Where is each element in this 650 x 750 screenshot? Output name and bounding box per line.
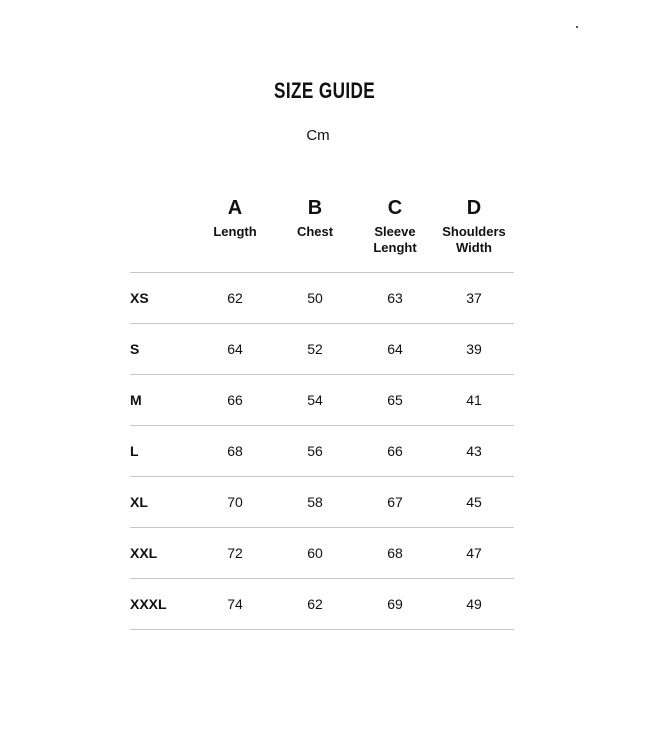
cell-length: 72 [227,545,243,561]
corner-dot [576,26,578,28]
column-letter: A [227,197,243,219]
table-header [130,195,514,273]
cell-length: 66 [227,392,243,408]
cell-sleeve-length: 66 [387,443,403,459]
table-row-l [130,426,514,477]
table-row-m [130,375,514,426]
cell-chest: 58 [307,494,323,510]
column-label: Length [213,224,257,239]
cell-length: 70 [227,494,243,510]
cell-length: 68 [227,443,243,459]
cell-sleeve-length: 65 [387,392,403,408]
cell-length: 64 [227,341,243,357]
cell-sleeve-length: 68 [387,545,403,561]
cell-shoulders-width: 39 [466,341,482,357]
column-letter: B [307,197,323,219]
column-letter: D [466,197,482,219]
size-label: M [130,392,142,408]
cell-chest: 54 [307,392,323,408]
column-header-c [355,195,435,256]
size-label: L [130,443,139,459]
cell-sleeve-length: 67 [387,494,403,510]
table-row-xxl [130,528,514,579]
cell-shoulders-width: 47 [466,545,482,561]
table-row-xs [130,273,514,324]
cell-shoulders-width: 45 [466,494,482,510]
size-label: XXL [130,545,158,561]
size-label: XL [130,494,148,510]
column-header-d [434,195,514,256]
table-row-xxxl [130,579,514,630]
cell-chest: 56 [307,443,323,459]
cell-shoulders-width: 37 [466,290,482,306]
cell-chest: 52 [307,341,323,357]
unit-label: Cm [306,127,330,144]
cell-sleeve-length: 64 [387,341,403,357]
table-row-xl [130,477,514,528]
size-label: XXXL [130,596,167,612]
cell-sleeve-length: 63 [387,290,403,306]
column-letter: C [387,197,403,219]
cell-sleeve-length: 69 [387,596,403,612]
cell-chest: 50 [307,290,323,306]
size-label: S [130,341,140,357]
column-header-a [195,195,275,240]
size-table [130,195,514,630]
cell-length: 74 [227,596,243,612]
cell-chest: 60 [307,545,323,561]
page-title: SIZE GUIDE [273,78,376,103]
column-label: Sleeve Lenght [373,224,417,255]
cell-length: 62 [227,290,243,306]
cell-shoulders-width: 43 [466,443,482,459]
column-header-b [275,195,355,240]
cell-shoulders-width: 41 [466,392,482,408]
column-label: Chest [296,224,334,239]
cell-shoulders-width: 49 [466,596,482,612]
table-row-s [130,324,514,375]
cell-chest: 62 [307,596,323,612]
size-label: XS [130,290,149,306]
column-label: Shoulders Width [442,224,506,255]
